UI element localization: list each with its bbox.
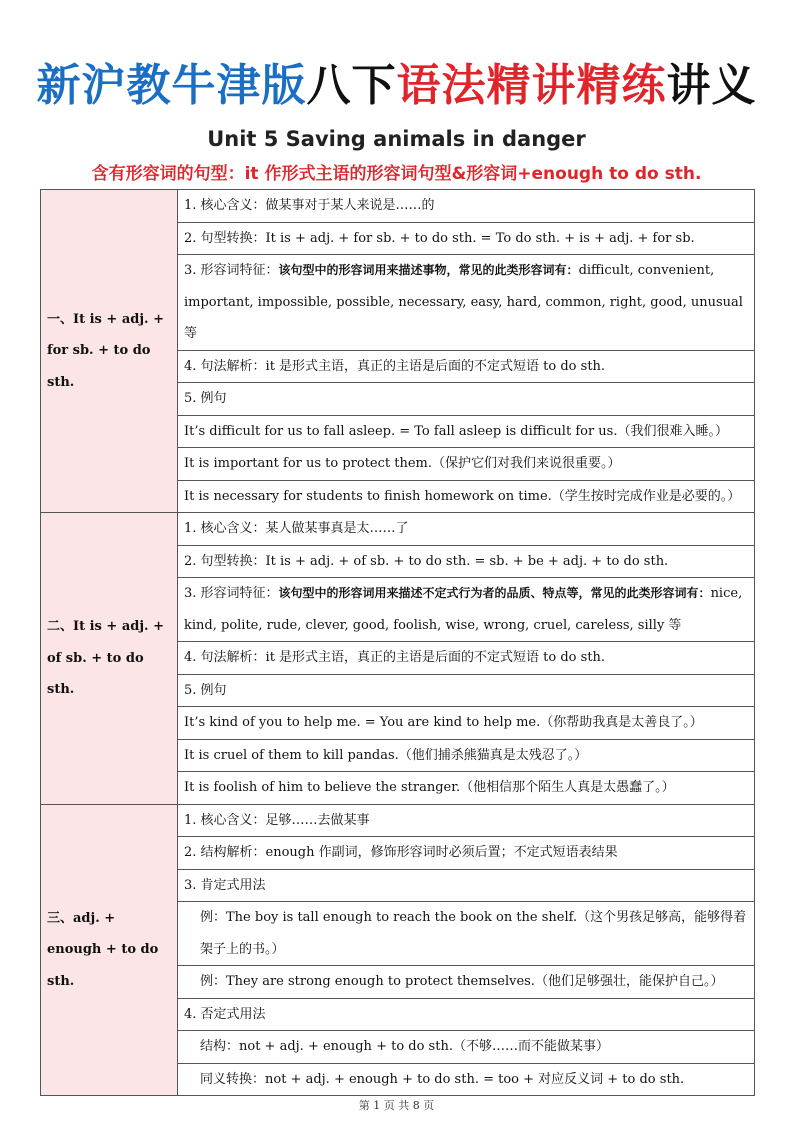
section-subtitle: 含有形容词的句型：it 作形式主语的形容词句型&形容词+enough to do sth.: [91, 164, 702, 184]
table-cell: 例：They are strong enough to protect themselves.（他们足够强壮，能保护自己。）: [178, 966, 755, 999]
section-label: 三、adj. + enough + to do sth.: [41, 804, 178, 1096]
cell-bold-text: 该句型中的形容词用来描述事物，常见的此类形容词有：: [278, 263, 579, 277]
table-cell: It is important for us to protect them.（保护它们对我们来说很重要。）: [178, 448, 755, 481]
table-cell: 4. 否定式用法: [178, 998, 755, 1031]
table-cell: 3. 肯定式用法: [178, 869, 755, 902]
section-label: 一、It is + adj. + for sb. + to do sth.: [41, 190, 178, 513]
title-part-black-1: 八下: [306, 60, 397, 111]
title-part-red: 语法精讲精练: [396, 60, 667, 111]
table-cell: [178, 578, 755, 642]
title-part-blue: 新沪教牛津版: [36, 60, 307, 111]
table-cell: It’s difficult for us to fall asleep. = To fall asleep is difficult for us.（我们很难入睡。）: [178, 415, 755, 448]
table-row: [41, 190, 755, 223]
table-cell: 1. 核心含义：某人做某事真是太……了: [178, 513, 755, 546]
table-cell: It is foolish of him to believe the stranger.（他相信那个陌生人真是太愚蠢了。）: [178, 772, 755, 805]
table-cell: It is necessary for students to finish homework on time.（学生按时完成作业是必要的。）: [178, 480, 755, 513]
table-cell: 4. 句法解析：it 是形式主语，真正的主语是后面的不定式短语 to do sth.: [178, 642, 755, 675]
table-cell: It’s kind of you to help me. = You are kind to help me.（你帮助我真是太善良了。）: [178, 707, 755, 740]
table-cell: 同义转换：not + adj. + enough + to do sth. = too + 对应反义词 + to do sth.: [178, 1063, 755, 1096]
document-title: [0, 56, 793, 116]
table-cell: 2. 句型转换：It is + adj. + for sb. + to do sth. = To do sth. + is + adj. + for sb.: [178, 222, 755, 255]
table-cell: 1. 核心含义：足够……去做某事: [178, 804, 755, 837]
table-cell: 2. 结构解析：enough 作副词，修饰形容词时必须后置；不定式短语表结果: [178, 837, 755, 870]
cell-prefix: 3. 形容词特征：: [184, 263, 279, 278]
table-cell: 2. 句型转换：It is + adj. + of sb. + to do sth. = sb. + be + adj. + to do sth.: [178, 545, 755, 578]
table-row: [41, 513, 755, 546]
page-footer: 第 1 页 共 8 页: [358, 1099, 435, 1112]
unit-heading: Unit 5 Saving animals in danger: [207, 127, 586, 151]
table-cell: It is cruel of them to kill pandas.（他们捕杀熊猫真是太残忍了。）: [178, 739, 755, 772]
table-cell: 1. 核心含义：做某事对于某人来说是……的: [178, 190, 755, 223]
section-label: 二、It is + adj. + of sb. + to do sth.: [41, 513, 178, 805]
table-cell: 结构：not + adj. + enough + to do sth.（不够……而不能做某事）: [178, 1031, 755, 1064]
cell-suffix: nice, kind, polite, rude, clever, good, foolish, wise, wrong, cruel, careless, silly 等: [184, 586, 743, 633]
table-cell: [178, 255, 755, 351]
table-cell: 5. 例句: [178, 674, 755, 707]
grammar-table: [40, 189, 755, 1096]
table-cell: 4. 句法解析：it 是形式主语，真正的主语是后面的不定式短语 to do sth.: [178, 350, 755, 383]
table-row: [41, 804, 755, 837]
cell-bold-text: 该句型中的形容词用来描述不定式行为者的品质、特点等，常见的此类形容词有：: [278, 586, 711, 600]
cell-prefix: 3. 形容词特征：: [184, 586, 279, 601]
table-cell: 例：The boy is tall enough to reach the book on the shelf.（这个男孩足够高，能够得着架子上的书。）: [178, 902, 755, 966]
cell-suffix: difficult, convenient, important, impossible, possible, necessary, easy, hard, common, right, good, unusual 等: [184, 263, 743, 341]
title-part-black-2: 讲义: [666, 60, 757, 111]
table-cell: 5. 例句: [178, 383, 755, 416]
